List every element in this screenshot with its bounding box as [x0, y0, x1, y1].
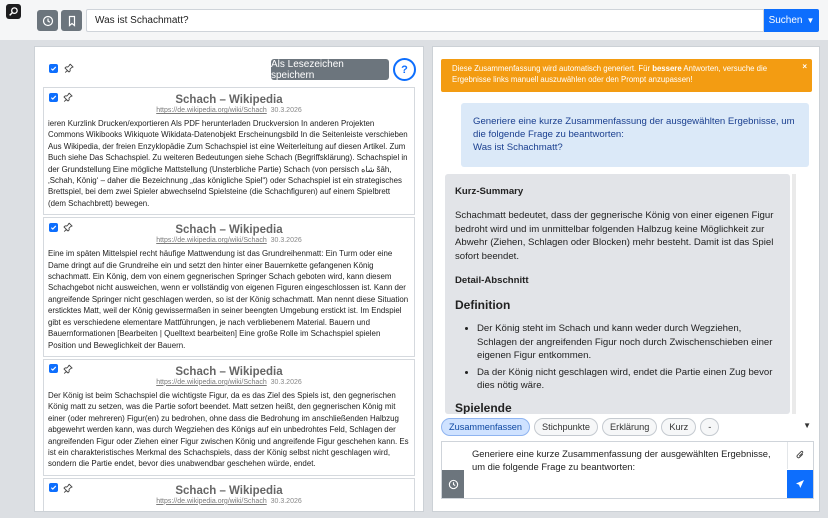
summary-text: Schachmatt bedeutet, dass der gegnerische König von einer eigenen Figur bedroht wird und im unmittelbar folgenden Halbzug keine Möglichkeit zur Abwehr (Ziehen, Schlagen oder Blocken) mehr besteht. Damit ist das Spiel sofort beendet.: [455, 210, 774, 262]
search-button-label: Suchen: [768, 15, 803, 26]
notice-text-post: Antworten, versuche die Ergebnisse links manuell auszuwählen oder den Prompt anzupassen!: [452, 64, 768, 84]
attach-button[interactable]: [787, 442, 813, 469]
chip-bullets[interactable]: Stichpunkte: [534, 418, 598, 436]
result-meta: [48, 498, 410, 505]
check-icon: [50, 484, 57, 491]
result-card: [43, 217, 415, 357]
bookmarks-button[interactable]: [61, 10, 82, 31]
summary-panel: [432, 46, 820, 512]
close-icon[interactable]: ×: [802, 62, 807, 71]
auto-summary-notice: [441, 59, 812, 92]
result-url[interactable]: https://de.wikipedia.org/wiki/Schach: [156, 237, 267, 245]
summary-heading: Kurz-Summary: [455, 186, 524, 197]
results-list: [43, 87, 415, 512]
pin-all-button[interactable]: [64, 63, 74, 73]
top-bar: [0, 0, 828, 40]
assistant-message: [445, 174, 790, 414]
chat-scrollbar[interactable]: [792, 174, 796, 414]
clock-icon: [448, 479, 459, 490]
result-checkbox[interactable]: [49, 93, 58, 102]
result-title[interactable]: Schach – Wikipedia: [175, 224, 283, 237]
result-card: [43, 87, 415, 215]
result-date: 30.3.2026: [270, 378, 302, 386]
check-icon: [50, 94, 57, 101]
result-card: [43, 478, 415, 512]
result-checkbox[interactable]: [49, 223, 58, 232]
results-panel: [34, 46, 424, 512]
history-button[interactable]: [37, 10, 58, 31]
definition-heading: Definition: [455, 298, 511, 312]
pin-icon: [63, 483, 73, 493]
user-message-question: Was ist Schachmatt?: [473, 142, 563, 153]
chip-summarize[interactable]: Zusammenfassen: [441, 418, 530, 436]
result-checkbox[interactable]: [49, 483, 58, 492]
result-snippet: Der König ist beim Schachspiel die wichtigste Figur, da es das Ziel des Spiels ist, den gegnerischen König matt zu setzen, was die Partie sofort beendet. Matt setzen heißt, den gegnerischen König mit einer (oder mehreren) Figur(en) zu bedrohen, ohne dass die Bedrohung im anschließenden Halbzug abgewehrt werden kann, was durch Wegziehen des Königs auf ein unbedrohtes Feld, Schlagen der angreifenden Figur oder Ziehen einer Figur zwischen König und angreifende Figur geschehen kann. Es ist ein charakteristisches Merkmal des Schachspiels, dass der König selbst nicht geschlagen wird, sondern die Partie endet, bevor dies unabwendbar geschehen würde, endet.: [48, 390, 409, 469]
check-icon: [50, 224, 57, 231]
result-checkbox[interactable]: [49, 364, 58, 373]
result-snippet: Eine im späten Mittelspiel recht häufige Mattwendung ist das Grundreihenmatt: Ein Turm oder eine Dame dringt auf die Grundreihe ein und setzt den hinter einer Bauernkette gefangenen König schachmatt. Ein König, dem von einem gegnerischen Springer Schach geboten wird, kann diesem Schachgebot nicht ausweichen, wenn er vollständig von eigenen Figuren eingeschlossen ist. Kann der angreifende Springer nicht geschlagen werden, so ist der König schachmatt. Man nennt diese Situation ersticktes Matt, weil der König gewissermaßen in seiner beengten Umgebung erstickt ist. Im Endspiel gibt es verschiedene elementare Mattführungen, je nach verbliebenem Material. Bauern und Bauernformationen [Bearbeiten | Quelltext bearbeiten] Eine große Rolle im Schachspiel spielen Position und Beweglichkeit der Bauern.: [48, 249, 409, 350]
compose-box: [441, 441, 814, 499]
result-title[interactable]: Schach – Wikipedia: [175, 94, 283, 106]
clock-icon: [42, 15, 54, 27]
search-button[interactable]: [764, 9, 819, 32]
result-meta: [48, 237, 410, 244]
paperclip-icon: [795, 450, 806, 461]
send-icon: [795, 479, 805, 489]
user-message: [461, 103, 809, 167]
pin-icon: [64, 63, 74, 73]
result-pin-button[interactable]: [63, 92, 73, 102]
result-date: 30.3.2026: [270, 107, 302, 114]
pin-icon: [63, 222, 73, 232]
result-url[interactable]: https://de.wikipedia.org/wiki/Schach: [156, 497, 267, 505]
check-icon: [50, 365, 57, 372]
result-date: 30.3.2026: [270, 497, 302, 505]
pin-icon: [63, 364, 73, 374]
detail-heading: Detail-Abschnitt: [455, 275, 529, 286]
result-url[interactable]: https://de.wikipedia.org/wiki/Schach: [156, 378, 267, 386]
prompt-textarea[interactable]: Generiere eine kurze Zusammenfassung der ausgewählten Ergebnisse, um die folgende Frage zu beantworten:: [472, 448, 771, 472]
chip-more[interactable]: -: [700, 418, 719, 436]
help-button[interactable]: ?: [393, 58, 416, 81]
chip-explain[interactable]: Erklärung: [602, 418, 657, 436]
result-url[interactable]: https://de.wikipedia.org/wiki/Schach: [156, 107, 267, 114]
app-logo-icon: [6, 4, 21, 19]
chevron-down-icon: ▼: [806, 16, 815, 25]
results-toolbar: [35, 47, 423, 83]
notice-text-bold: bessere: [652, 64, 682, 73]
result-title[interactable]: Schach – Wikipedia: [175, 365, 283, 378]
result-pin-button[interactable]: [63, 483, 73, 493]
bookmark-icon: [66, 15, 78, 27]
search-input[interactable]: [86, 9, 764, 32]
prompt-history-button[interactable]: [442, 470, 464, 498]
result-pin-button[interactable]: [63, 222, 73, 232]
result-pin-button[interactable]: [63, 364, 73, 374]
next-section-heading: Spielende: [455, 400, 512, 414]
prompt-chips: [441, 417, 815, 437]
pin-icon: [63, 92, 73, 102]
result-snippet: ieren Kurzlink Drucken/exportieren Als PDF herunterladen Druckversion In anderen Projekten Commons Wikibooks Wikiquote Wikidata-Datenobjekt Erscheinungsbild In die Seitenleiste verschieben Aus Wikipedia, der freien Enzyklopädie Zum Schachspiel ist eine Weiterleitung auf diesen Artikel. Zum Buch siehe Das Schachspiel. Zu weiteren Bedeutungen siehe Schach (Begriffsklärung). Schachspiel in der Grundstellung Eine mögliche Mattstellung (Unsterbliche Partie) Schach (von persisch شاه šāh, ‚Schah, König‘ – daher die Bezeichnung „das königliche Spiel“) oder Schachspiel ist ein strategisches Brettspiel, bei dem zwei Spieler abwechselnd Spielsteine (die Schachfiguren) auf einem Spielbrett (dem Schachbrett) bewegen.: [48, 119, 408, 208]
definition-list: [455, 322, 780, 393]
result-card: [43, 359, 415, 476]
user-message-prompt: Generiere eine kurze Zusammenfassung der ausgewählten Ergebnisse, um die folgende Frage zu beantworten:: [473, 116, 795, 140]
list-item: • Da der König nicht geschlagen wird, endet die Partie einen Zug bevor dies nötig wäre.: [477, 366, 780, 393]
result-meta: [48, 107, 410, 114]
list-item: • Der König steht im Schach und kann weder durch Wegziehen, Schlagen der angreifenden Figur noch durch Zwischenschieben einer eigenen Figur entkommen.: [477, 322, 780, 363]
result-title[interactable]: Schach – Wikipedia: [175, 484, 283, 497]
chevron-down-icon[interactable]: ▼: [803, 421, 811, 430]
send-button[interactable]: [787, 470, 813, 498]
result-meta: [48, 379, 410, 386]
save-bookmark-button[interactable]: Als Lesezeichen speichern: [271, 59, 389, 80]
chip-short[interactable]: Kurz: [661, 418, 696, 436]
result-date: 30.3.2026: [270, 237, 302, 245]
select-all-checkbox[interactable]: [49, 64, 58, 73]
check-icon: [50, 65, 57, 72]
notice-text-pre: Diese Zusammenfassung wird automatisch generiert. Für: [452, 64, 653, 73]
